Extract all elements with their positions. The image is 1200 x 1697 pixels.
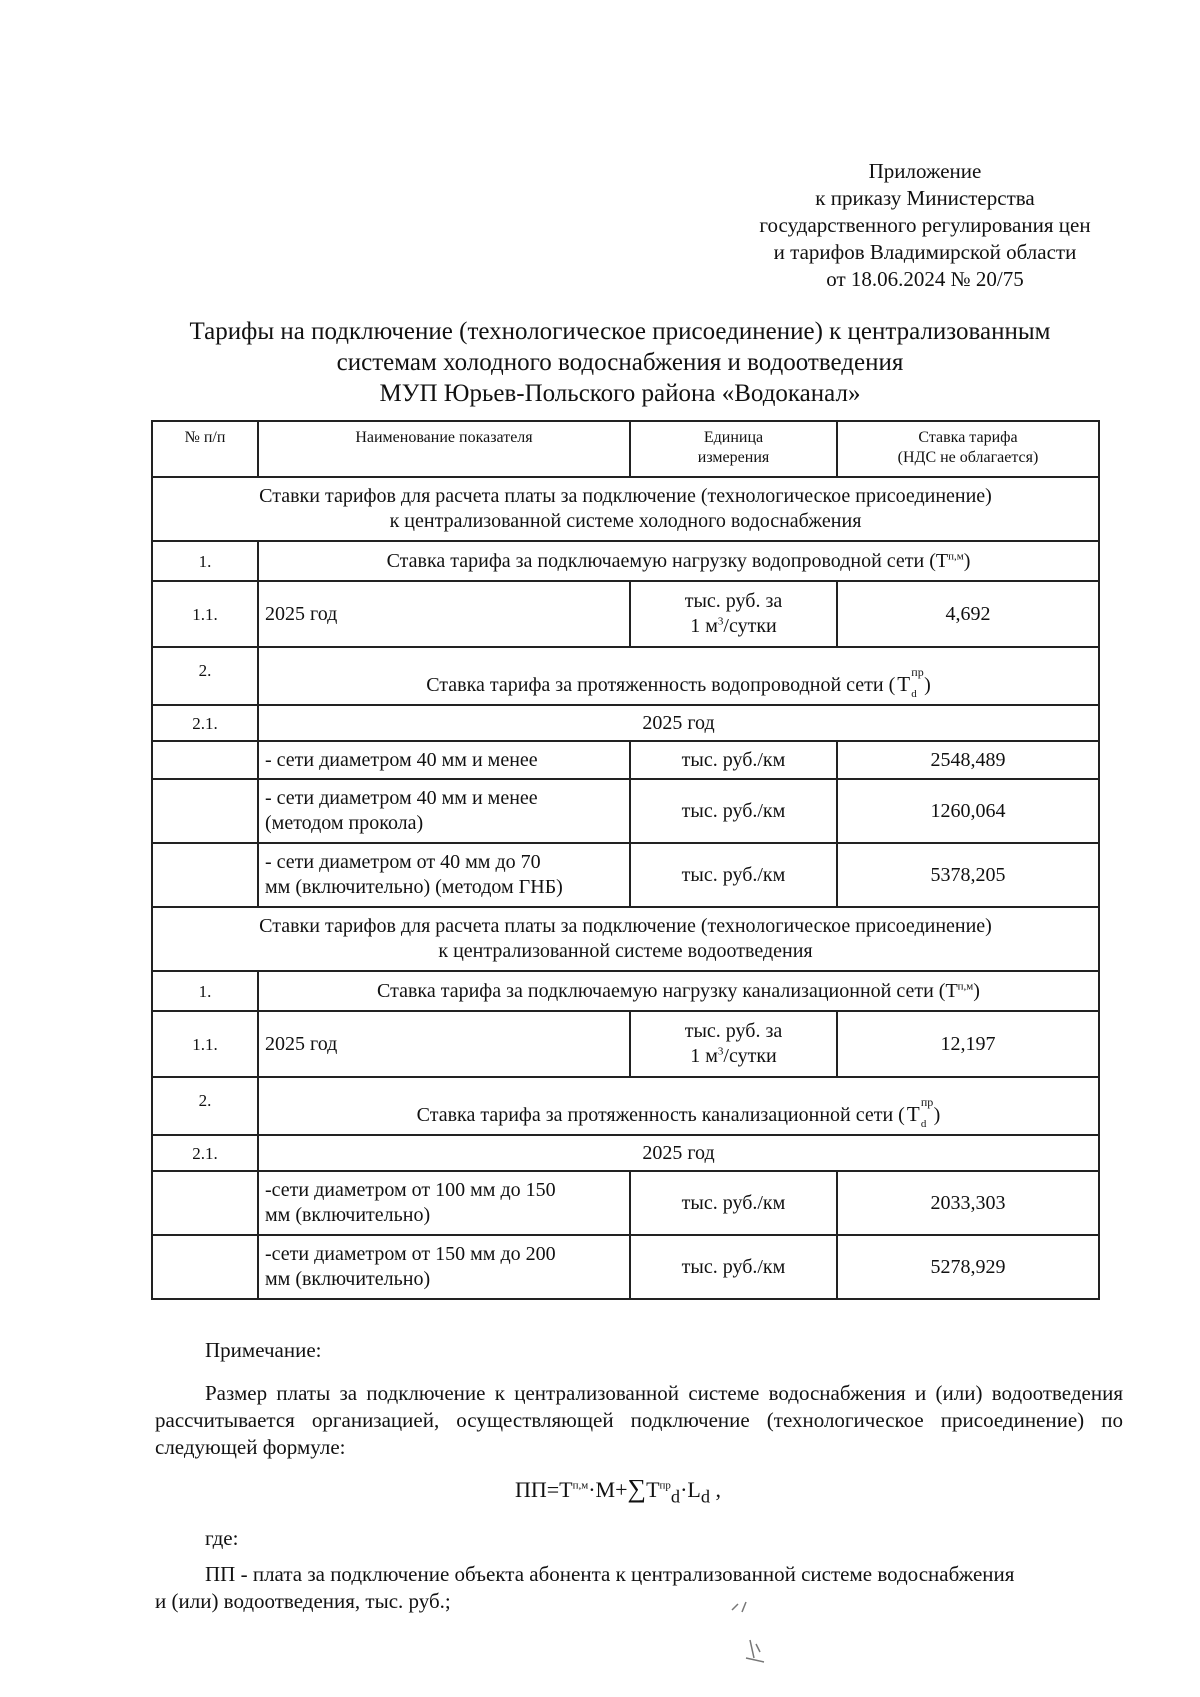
table-row — [152, 1235, 1099, 1299]
row-num: 2. — [152, 1077, 258, 1135]
header-name: Наименование показателя — [258, 421, 630, 477]
pp-definition-line: ПП - плата за подключение объекта абонента к централизованной системе водоснабжения — [205, 1562, 1015, 1586]
payment-formula: $ПП=Т^{п,м}\cdot М+\sum Т^{пр}_d\cdot L_d$ , — [515, 1474, 722, 1507]
row-value: 12,197 — [837, 1011, 1099, 1077]
row-value: 5278,929 — [837, 1235, 1099, 1299]
row-num: 2. — [152, 647, 258, 705]
table-row — [152, 1135, 1099, 1171]
row-value: 2548,489 — [837, 741, 1099, 779]
appendix-line: и тарифов Владимирской области — [773, 240, 1077, 264]
row-year: 2025 год — [258, 705, 1099, 741]
section-row-sewer — [152, 907, 1099, 971]
note-paragraph — [155, 1380, 1123, 1461]
row-num: 2.1. — [152, 1135, 258, 1171]
row-name: -сети диаметром от 150 мм до 200 мм (включительно) — [258, 1235, 630, 1299]
row-name: - сети диаметром от 40 мм до 70 мм (включительно) (методом ГНБ) — [258, 843, 630, 907]
row-name: 2025 год — [258, 581, 630, 647]
table-row — [152, 1171, 1099, 1235]
tariff-td-symbol: Т пр d — [906, 1095, 934, 1130]
table-row — [152, 1077, 1099, 1135]
pp-definition — [155, 1561, 1123, 1615]
section-title-sewer: Ставки тарифов для расчета платы за подключение (технологическое присоединение) к централизованной системе водоотведения — [152, 907, 1099, 971]
table-row — [152, 705, 1099, 741]
row-num-empty — [152, 741, 258, 779]
handwritten-mark — [720, 1600, 780, 1670]
row-unit: тыс. руб. за 1 $м^3$/сутки — [630, 581, 837, 647]
appendix-line: от 18.06.2024 № 20/75 — [826, 267, 1024, 291]
row-num-empty — [152, 779, 258, 843]
row-name: -сети диаметром от 100 мм до 150 мм (включительно) — [258, 1171, 630, 1235]
row-rate-length-water: Ставка тарифа за протяженность водопроводной сети (Т пр d ) — [258, 647, 1099, 705]
pp-definition-line: и (или) водоотведения, тыс. руб.; — [155, 1589, 451, 1613]
title-line: системам холодного водоснабжения и водоотведения — [336, 349, 904, 376]
appendix-line: к приказу Министерства — [815, 186, 1035, 210]
row-num-empty — [152, 1235, 258, 1299]
row-num: 1.1. — [152, 1011, 258, 1077]
header-rate: Ставка тарифа (НДС не облагается) — [837, 421, 1099, 477]
row-num-empty — [152, 843, 258, 907]
note-text: Размер платы за подключение к централизованной системе водоснабжения и (или) водоотведения рассчитывается организацией, осуществляющей подключение (технологическое присоединение) по следующей формуле: — [155, 1381, 1123, 1459]
row-rate-length-sewer: Ставка тарифа за протяженность канализационной сети (Т пр d ) — [258, 1077, 1099, 1135]
table-row — [152, 843, 1099, 907]
title-line: Тарифы на подключение (технологическое присоединение) к централизованным — [189, 318, 1051, 345]
row-name: - сети диаметром 40 мм и менее — [258, 741, 630, 779]
header-unit: Единица измерения — [630, 421, 837, 477]
document-title — [140, 316, 1100, 409]
table-header-row — [152, 421, 1099, 477]
appendix-line: Приложение — [868, 159, 982, 183]
row-unit: тыс. руб./км — [630, 843, 837, 907]
row-unit: тыс. руб./км — [630, 741, 837, 779]
title-line: МУП Юрьев-Польского района «Водоканал» — [379, 380, 861, 407]
row-unit: тыс. руб./км — [630, 1171, 837, 1235]
row-rate-load-water: Ставка тарифа за подключаемую нагрузку водопроводной сети $(Т^{п,м})$ — [258, 541, 1099, 581]
tariff-table — [151, 420, 1100, 1300]
table-row — [152, 541, 1099, 581]
row-unit: тыс. руб. за 1 $м^3$/сутки — [630, 1011, 837, 1077]
row-num-empty — [152, 1171, 258, 1235]
row-num: 2.1. — [152, 705, 258, 741]
row-name: 2025 год — [258, 1011, 630, 1077]
sum-symbol: ∑ — [627, 1474, 647, 1503]
section-row-water — [152, 477, 1099, 541]
row-unit: тыс. руб./км — [630, 1235, 837, 1299]
row-rate-load-sewer: Ставка тарифа за подключаемую нагрузку канализационной сети $(Т^{п,м})$ — [258, 971, 1099, 1011]
row-value: 5378,205 — [837, 843, 1099, 907]
row-value: 1260,064 — [837, 779, 1099, 843]
table-row — [152, 647, 1099, 705]
table-row — [152, 741, 1099, 779]
table-row — [152, 581, 1099, 647]
table-row — [152, 1011, 1099, 1077]
row-num: 1. — [152, 971, 258, 1011]
row-num: 1.1. — [152, 581, 258, 647]
row-unit: тыс. руб./км — [630, 779, 837, 843]
note-title: Примечание: — [205, 1338, 322, 1362]
table-row — [152, 971, 1099, 1011]
table-row — [152, 779, 1099, 843]
header-num: № п/п — [152, 421, 258, 477]
row-value: 4,692 — [837, 581, 1099, 647]
section-title-water: Ставки тарифов для расчета платы за подключение (технологическое присоединение) к централизованной системе холодного водоснабжения — [152, 477, 1099, 541]
row-num: 1. — [152, 541, 258, 581]
appendix-header — [700, 158, 1150, 293]
appendix-line: государственного регулирования цен — [759, 213, 1091, 237]
row-name: - сети диаметром 40 мм и менее (методом прокола) — [258, 779, 630, 843]
where-label: где: — [205, 1526, 239, 1550]
tariff-td-symbol: Т пр d — [897, 665, 924, 700]
row-value: 2033,303 — [837, 1171, 1099, 1235]
row-year: 2025 год — [258, 1135, 1099, 1171]
